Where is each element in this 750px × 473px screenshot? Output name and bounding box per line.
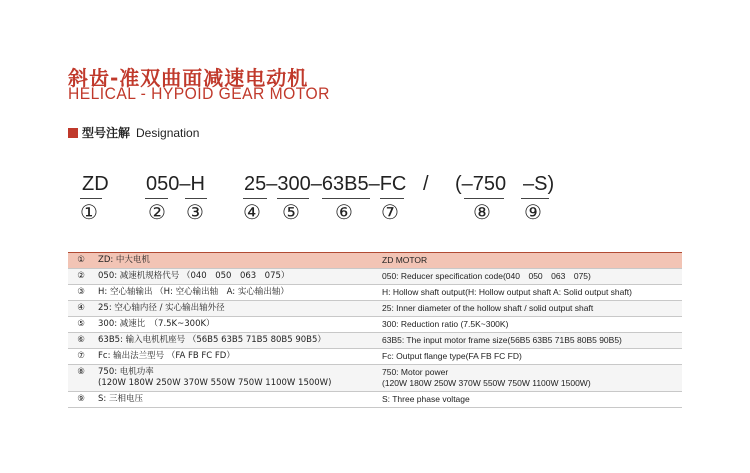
page-title-en: HELICAL - HYPOID GEAR MOTOR <box>68 84 330 103</box>
section-title-en: Designation <box>136 125 200 140</box>
designation-table <box>68 252 682 408</box>
row-number: ② <box>68 269 94 285</box>
row-desc-en: S: Three phase voltage <box>378 392 682 408</box>
row-desc-cn: ZD: 中大电机 <box>94 253 378 269</box>
table-row <box>68 317 682 333</box>
row-desc-cn-line: (120W 180W 250W 370W 550W 750W 1100W 1500W) <box>98 378 332 388</box>
underline <box>185 198 207 199</box>
section-title-cn: 型号注解 <box>82 126 131 140</box>
row-desc-cn: H: 空心轴输出 （H: 空心输出轴 A: 实心输出轴） <box>94 285 378 301</box>
row-desc-cn: S: 三相电压 <box>94 392 378 408</box>
row-number: ⑧ <box>68 365 94 392</box>
row-desc-en: 63B5: The input motor frame size(56B5 63B5 71B5 80B5 90B5) <box>378 333 682 349</box>
underline <box>322 198 370 199</box>
row-desc-cn: 050: 减速机规格代号 （040 050 063 075） <box>94 269 378 285</box>
circled-number-5: ⑤ <box>282 200 300 224</box>
underline <box>277 198 309 199</box>
row-desc-en-line: 750: Motor power <box>382 367 449 377</box>
row-number: ⑦ <box>68 349 94 365</box>
row-number: ⑤ <box>68 317 94 333</box>
underline <box>521 198 549 199</box>
table-row <box>68 365 682 392</box>
code-spec: 050–H <box>146 173 205 195</box>
underline <box>464 198 504 199</box>
underline <box>380 198 404 199</box>
circled-number-4: ④ <box>243 200 261 224</box>
row-desc-cn-line: 750: 电机功率 <box>98 367 154 377</box>
circled-number-2: ② <box>148 200 166 224</box>
underline <box>80 198 102 199</box>
row-desc-cn: 300: 减速比 （7.5K~300K） <box>94 317 378 333</box>
row-number: ① <box>68 253 94 269</box>
row-number: ③ <box>68 285 94 301</box>
underline <box>145 198 168 199</box>
square-marker-icon <box>68 128 78 138</box>
underline <box>243 198 267 199</box>
row-desc-en <box>378 365 682 392</box>
circled-number-9: ⑨ <box>524 200 542 224</box>
row-desc-cn: 63B5: 输入电机机座号 （56B5 63B5 71B5 80B5 90B5） <box>94 333 378 349</box>
row-desc-en: H: Hollow shaft output(H: Hollow output shaft A: Solid output shaft) <box>378 285 682 301</box>
row-number: ④ <box>68 301 94 317</box>
code-zd: ZD <box>82 173 109 195</box>
row-desc-cn: 25: 空心轴内径 / 实心输出轴外径 <box>94 301 378 317</box>
code-voltage: –S) <box>523 173 555 195</box>
section-heading <box>68 124 199 141</box>
row-desc-cn <box>94 365 378 392</box>
table-row <box>68 349 682 365</box>
table-row <box>68 253 682 269</box>
code-shaft-ratio-frame-flange: 25–300–63B5–FC <box>244 173 407 195</box>
row-desc-en-line: (120W 180W 250W 370W 550W 750W 1100W 1500W) <box>382 378 591 388</box>
page-title-cn: 斜齿-准双曲面减速电动机 <box>68 66 309 90</box>
circled-number-1: ① <box>80 200 98 224</box>
row-desc-en: 050: Reducer specification code(040 050 063 075) <box>378 269 682 285</box>
circled-number-7: ⑦ <box>381 200 399 224</box>
code-slash: / <box>423 173 429 195</box>
row-desc-en: Fc: Output flange type(FA FB FC FD) <box>378 349 682 365</box>
table-row <box>68 269 682 285</box>
row-desc-en: 25: Inner diameter of the hollow shaft / solid output shaft <box>378 301 682 317</box>
table-row <box>68 392 682 408</box>
circled-number-3: ③ <box>186 200 204 224</box>
row-number: ⑥ <box>68 333 94 349</box>
row-desc-cn: Fc: 输出法兰型号 （FA FB FC FD） <box>94 349 378 365</box>
row-number: ⑨ <box>68 392 94 408</box>
row-desc-en: ZD MOTOR <box>378 253 682 269</box>
table-row <box>68 285 682 301</box>
row-desc-en: 300: Reduction ratio (7.5K~300K) <box>378 317 682 333</box>
table-row <box>68 301 682 317</box>
circled-number-6: ⑥ <box>335 200 353 224</box>
table-row <box>68 333 682 349</box>
code-power: (–750 <box>455 173 507 195</box>
circled-number-8: ⑧ <box>473 200 491 224</box>
